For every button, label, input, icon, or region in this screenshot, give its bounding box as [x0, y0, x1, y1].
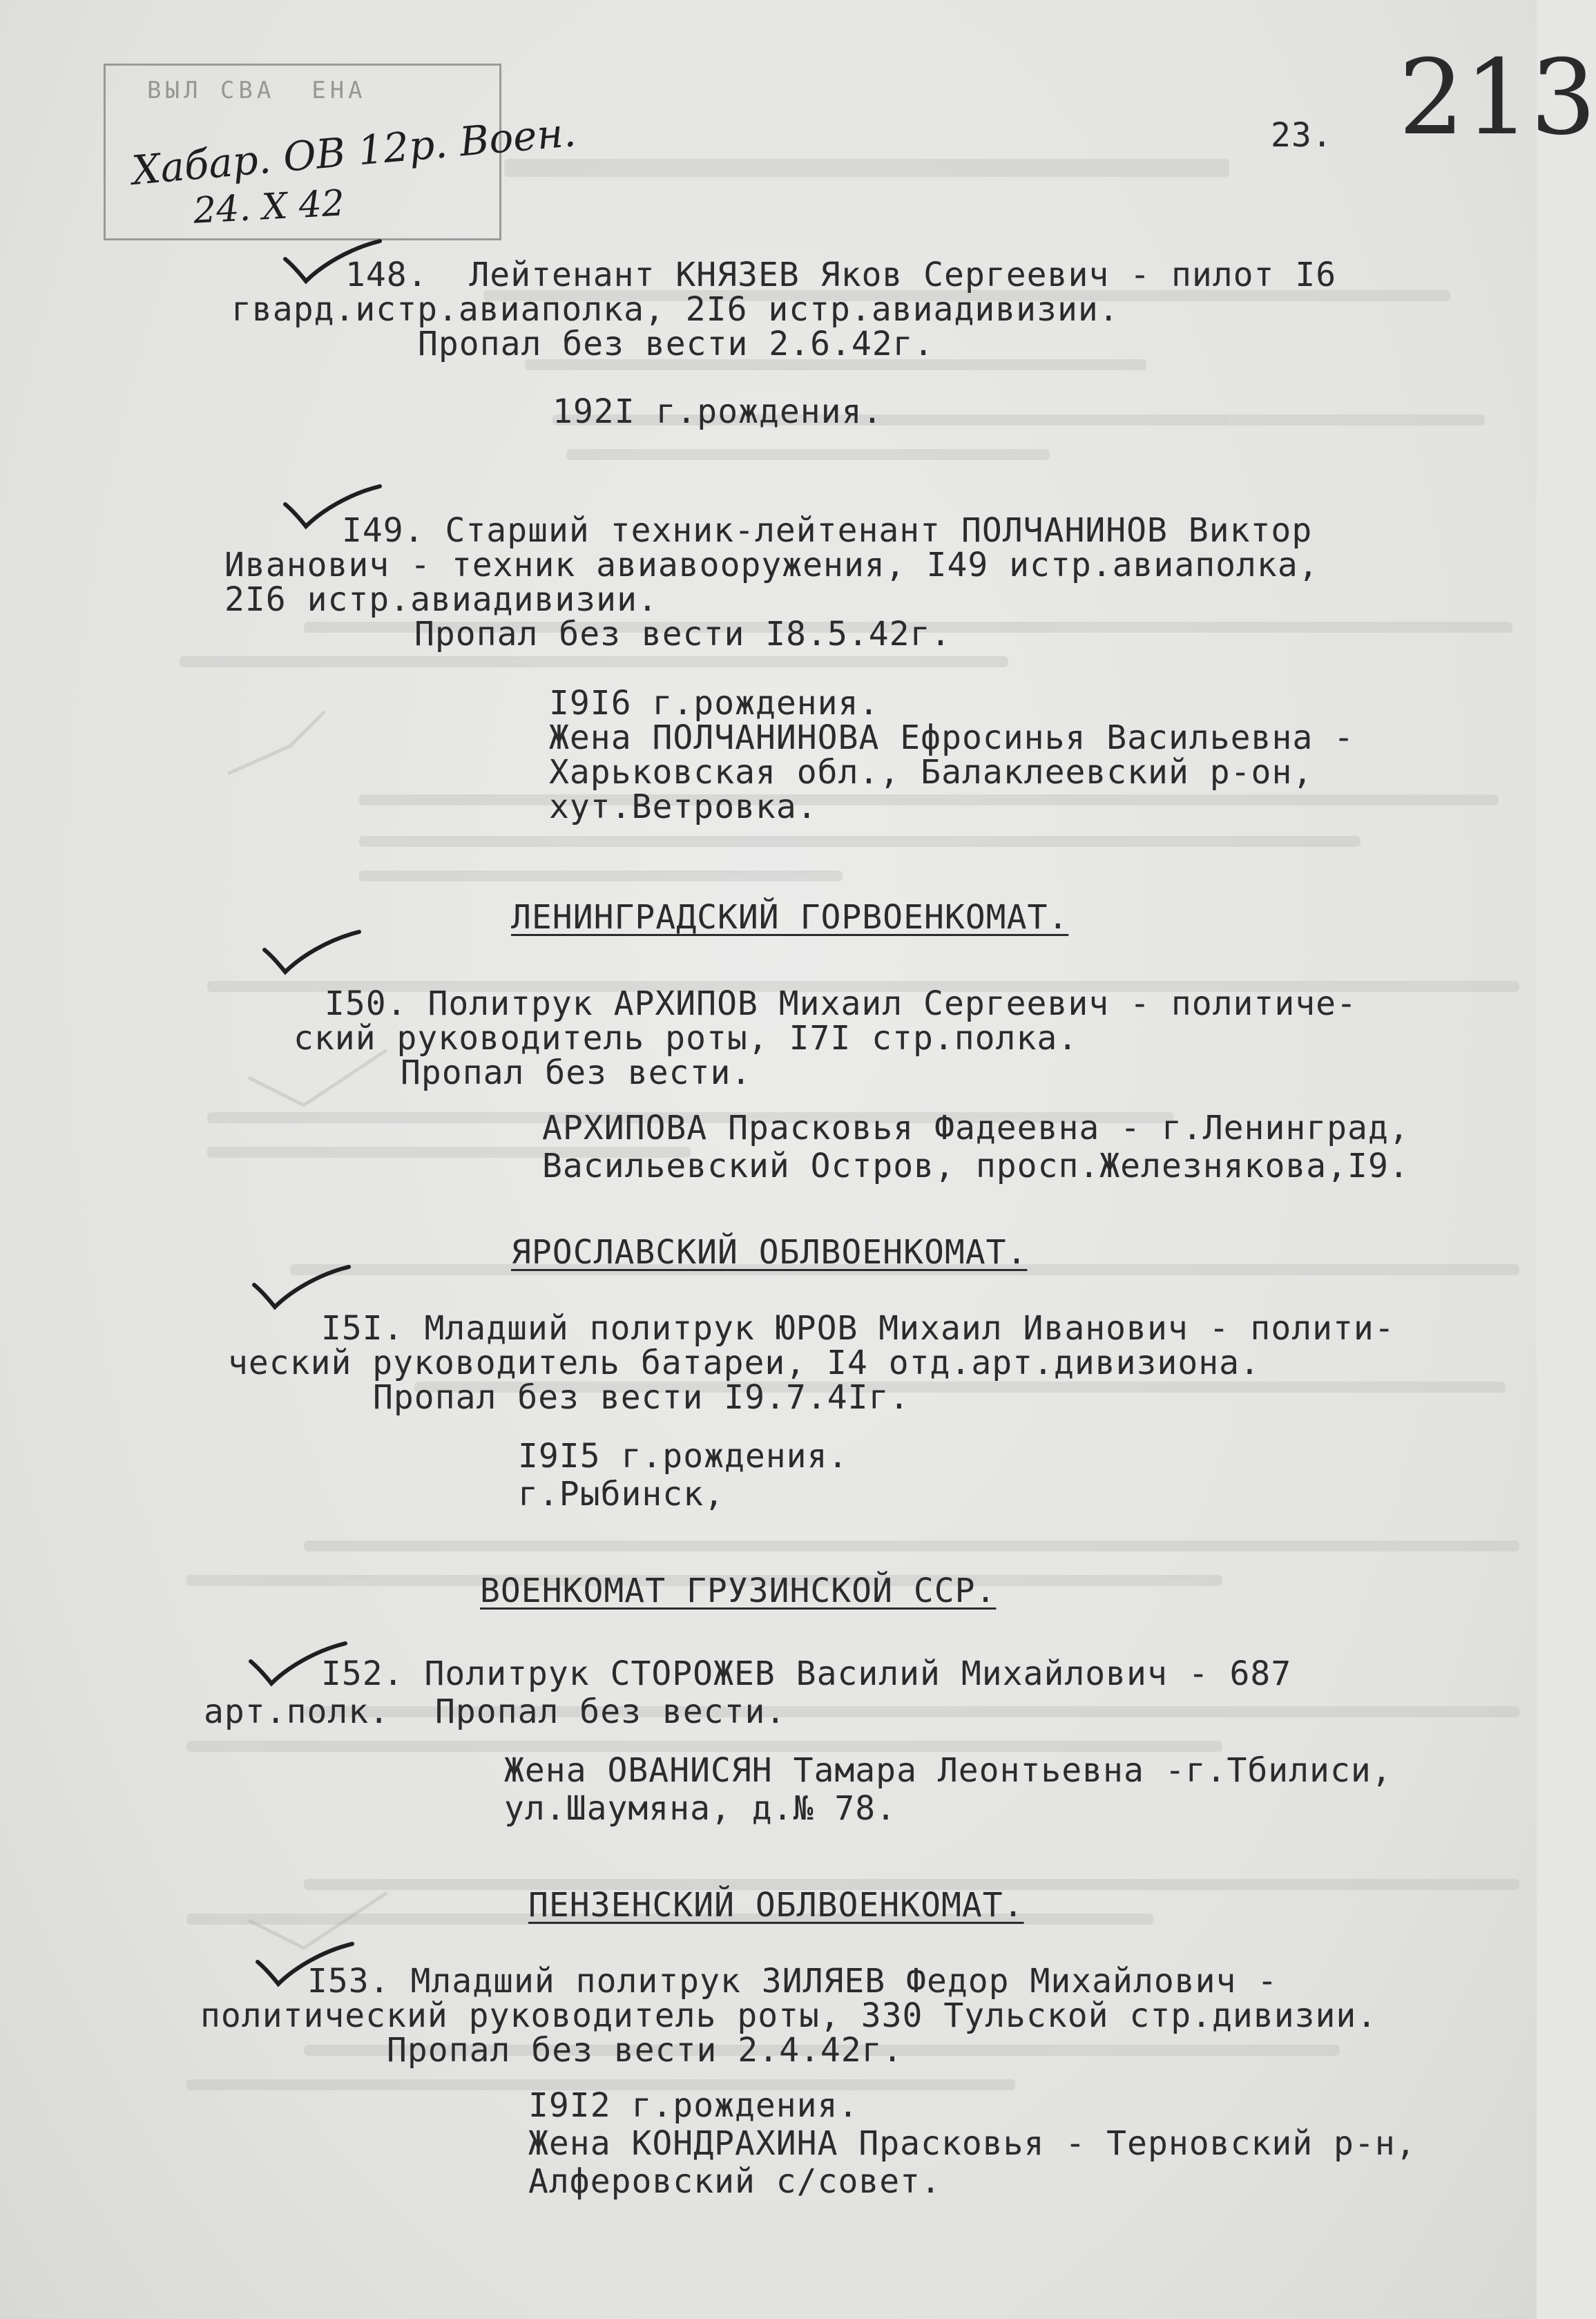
stamp-text: ВЫЛ СВА ЕНА — [147, 77, 367, 104]
entry-150-line-4: АРХИПОВА Прасковья Фадеевна - г.Ленинград, — [542, 1109, 1410, 1147]
section-heading-georgian-ssr: ВОЕНКОМАТ ГРУЗИНСКОЙ ССР. — [480, 1572, 997, 1610]
entry-151-line-2: ческий руководитель батареи, I4 отд.арт.дивизиона. — [228, 1344, 1260, 1382]
entry-153-line-2: политический руководитель роты, 330 Тульской стр.дивизии. — [200, 1996, 1378, 2035]
page-number: 23. — [1271, 116, 1333, 155]
entry-149-line-3: 2I6 истр.авиадивизии. — [224, 580, 658, 619]
handwritten-page-number: 213 — [1398, 38, 1596, 158]
entry-149-line-1: I49. Старший техник-лейтенант ПОЛЧАНИНОВ Виктор — [342, 511, 1313, 550]
entry-148-line-3: Пропал без вести 2.6.42г. — [418, 325, 934, 363]
entry-150-line-1: I50. Политрук АРХИПОВ Михаил Сергеевич - политиче- — [325, 984, 1357, 1023]
entry-149-line-2: Иванович - техник авиавооружения, I49 истр.авиаполка, — [224, 546, 1319, 584]
entry-148-line-4: 192I г.рождения. — [552, 392, 883, 431]
entry-153-line-5: Жена КОНДРАХИНА Прасковья - Терновский р-н, — [528, 2124, 1416, 2163]
entry-152-line-1: I52. Политрук СТОРОЖЕВ Василий Михайлович - 687 — [321, 1654, 1292, 1693]
entry-149-line-7: Харьковская обл., Балаклеевский р-он, — [549, 753, 1314, 792]
entry-153-line-3: Пропал без вести 2.4.42г. — [387, 2031, 903, 2070]
entry-153-line-1: I53. Младший политрук ЗИЛЯЕВ Федор Михайлович - — [307, 1962, 1278, 2001]
entry-149-line-6: Жена ПОЛЧАНИНОВА Ефросинья Васильевна - — [549, 718, 1355, 757]
entry-153-line-4: I9I2 г.рождения. — [528, 2086, 859, 2125]
entry-150-line-3: Пропал без вести. — [401, 1053, 752, 1092]
entry-149-line-4: Пропал без вести I8.5.42г. — [414, 615, 952, 653]
entry-149-line-5: I9I6 г.рождения. — [549, 684, 880, 723]
entry-150-line-5: Васильевский Остров, просп.Железнякова,I9. — [542, 1147, 1410, 1185]
entry-149-line-8: хут.Ветровка. — [549, 788, 818, 826]
check-mark-icon — [249, 1264, 352, 1313]
entry-148-line-2: гвард.истр.авиаполка, 2I6 истр.авиадивизии. — [231, 290, 1119, 329]
handwritten-stamp-line-1: Хабар. ОВ 12р. Воен. — [130, 108, 578, 194]
entry-151-line-4: I9I5 г.рождения. — [518, 1437, 849, 1476]
section-heading-leningrad: ЛЕНИНГРАДСКИЙ ГОРВОЕНКОМАТ. — [511, 898, 1069, 937]
entry-152-line-5: ул.Шаумяна, д.№ 78. — [504, 1789, 897, 1828]
section-heading-yaroslavl: ЯРОСЛАВСКИЙ ОБЛВОЕНКОМАТ. — [511, 1233, 1028, 1272]
entry-151-line-3: Пропал без вести I9.7.4Iг. — [373, 1378, 910, 1417]
entry-148-line-1: 148. Лейтенант КНЯЗЕВ Яков Сергеевич - пилот I6 — [345, 256, 1337, 294]
entry-152-line-2: арт.полк. — [204, 1692, 390, 1731]
entry-153-line-6: Алферовский с/совет. — [528, 2162, 941, 2201]
handwritten-stamp-line-2: 24. Х 42 — [192, 182, 346, 232]
entry-151-line-5: г.Рыбинск, — [518, 1475, 724, 1514]
section-heading-penza: ПЕНЗЕНСКИЙ ОБЛВОЕНКОМАТ. — [528, 1886, 1024, 1925]
check-mark-icon — [259, 929, 363, 977]
entry-152-line-3: Пропал без вести. — [435, 1692, 787, 1731]
entry-152-line-4: Жена ОВАНИСЯН Тамара Леонтьевна -г.Тбилиси, — [504, 1751, 1392, 1790]
entry-150-line-2: ский руководитель роты, I7I стр.полка. — [294, 1019, 1079, 1058]
entry-151-line-1: I5I. Младший политрук ЮРОВ Михаил Иванович - полити- — [321, 1309, 1395, 1348]
